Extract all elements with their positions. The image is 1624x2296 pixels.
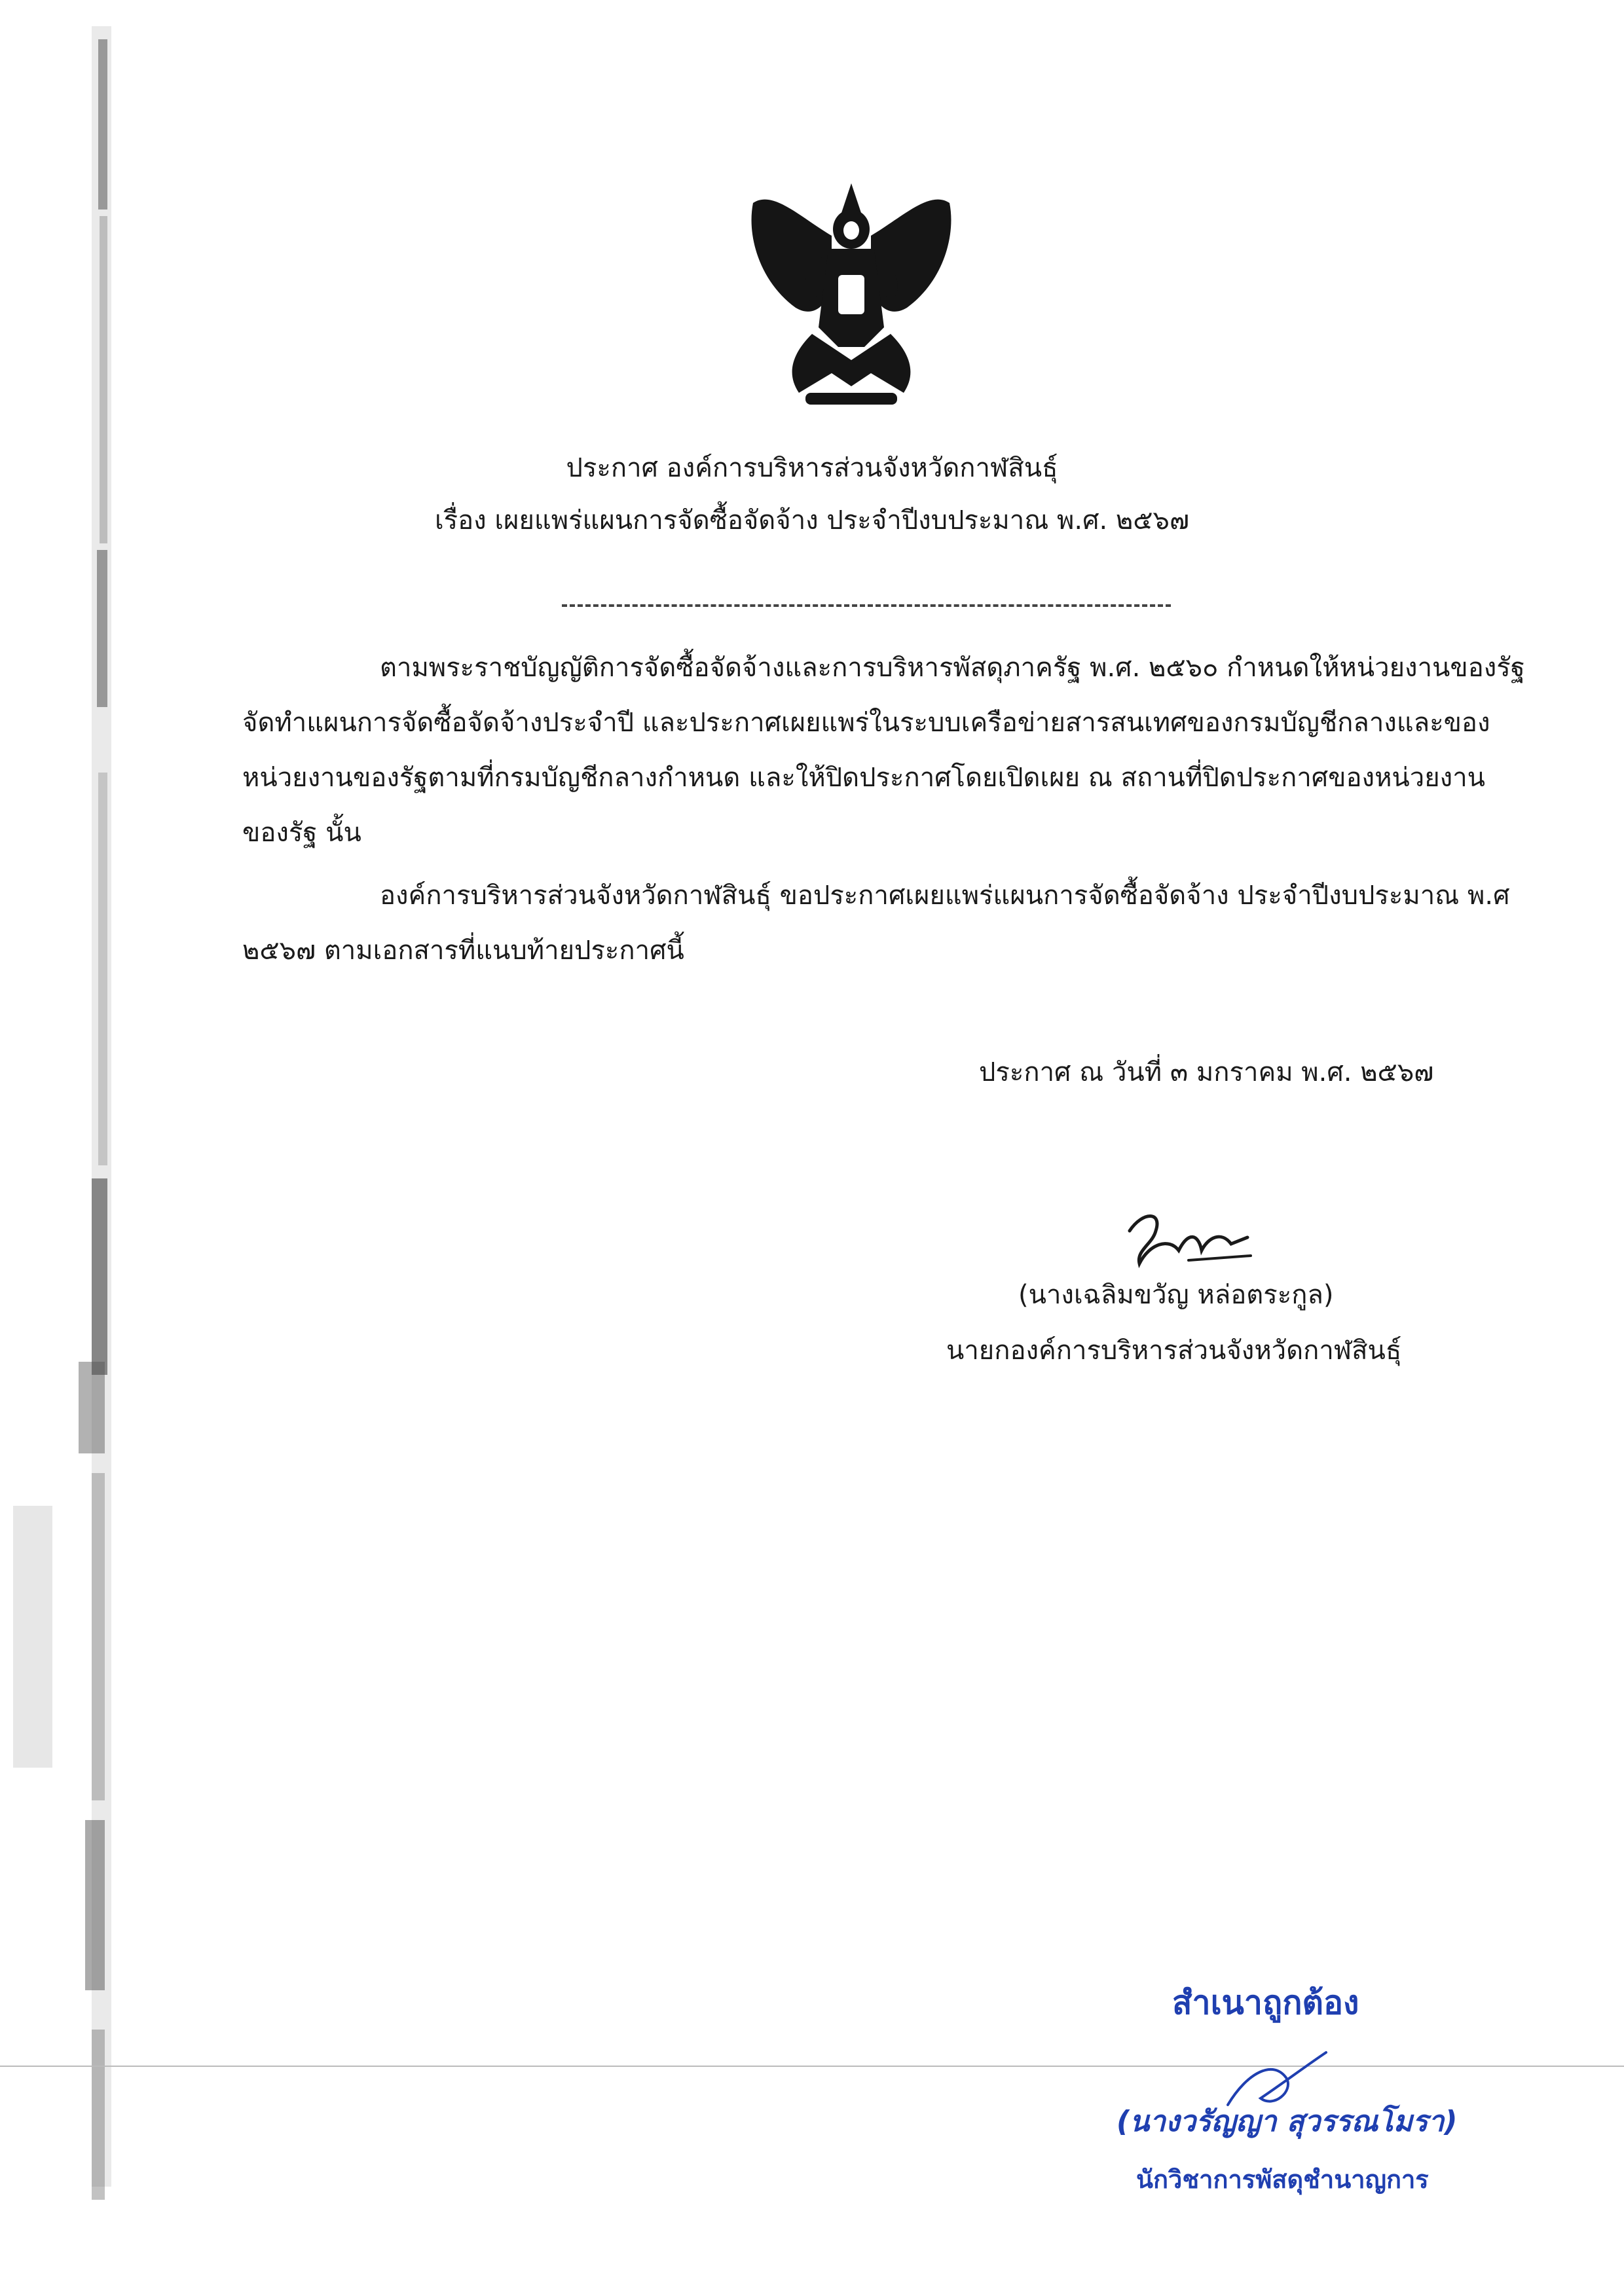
body-paragraph-1 <box>242 640 1525 860</box>
body-paragraph-2 <box>242 868 1510 978</box>
certifier-position: นักวิชาการพัสดุชำนาญการ <box>1136 2165 1429 2194</box>
garuda-emblem-icon <box>733 177 969 412</box>
paragraph-line: จัดทำแผนการจัดซื้อจัดจ้างประจำปี และประกาศเผยแพร่ในระบบเครือข่ายสารสนเทศของกรมบัญชีกลางและของ <box>242 708 1490 738</box>
announcement-title: ประกาศ องค์การบริหารส่วนจังหวัดกาฬสินธุ์ <box>566 453 1058 483</box>
certifier-name: (นางวรัญญา สุวรรณโมรา) <box>1116 2105 1458 2138</box>
certified-copy-label: สำเนาถูกต้อง <box>1172 1984 1359 2022</box>
announcement-subject: เรื่อง เผยแพร่แผนการจัดซื้อจัดจ้าง ประจำปีงบประมาณ พ.ศ. ๒๕๖๗ <box>434 505 1190 536</box>
page-divider <box>0 2066 1624 2067</box>
signer-title: นายกองค์การบริหารส่วนจังหวัดกาฬสินธุ์ <box>946 1336 1402 1366</box>
scan-edge-artifact <box>0 0 138 2296</box>
paragraph-line: ๒๕๖๗ ตามเอกสารที่แนบท้ายประกาศนี้ <box>242 936 684 966</box>
announcement-date: ประกาศ ณ วันที่ ๓ มกราคม พ.ศ. ๒๕๖๗ <box>979 1057 1434 1087</box>
paragraph-line: ของรัฐ นั้น <box>242 818 361 848</box>
paragraph-line: หน่วยงานของรัฐตามที่กรมบัญชีกลางกำหนด และให้ปิดประกาศโดยเปิดเผย ณ สถานที่ปิดประกาศของหน่วยงาน <box>242 763 1486 793</box>
handwritten-signature <box>1116 1205 1261 1277</box>
paragraph-line: องค์การบริหารส่วนจังหวัดกาฬสินธุ์ ขอประกาศเผยแพร่แผนการจัดซื้อจัดจ้าง ประจำปีงบประมาณ พ.ศ <box>380 881 1510 911</box>
title-divider <box>562 604 1171 607</box>
paragraph-line: ตามพระราชบัญญัติการจัดซื้อจัดจ้างและการบริหารพัสดุภาครัฐ พ.ศ. ๒๕๖๐ กำหนดให้หน่วยงานของรัฐ <box>380 653 1525 683</box>
signer-name: (นางเฉลิมขวัญ หล่อตระกูล) <box>1018 1280 1334 1310</box>
